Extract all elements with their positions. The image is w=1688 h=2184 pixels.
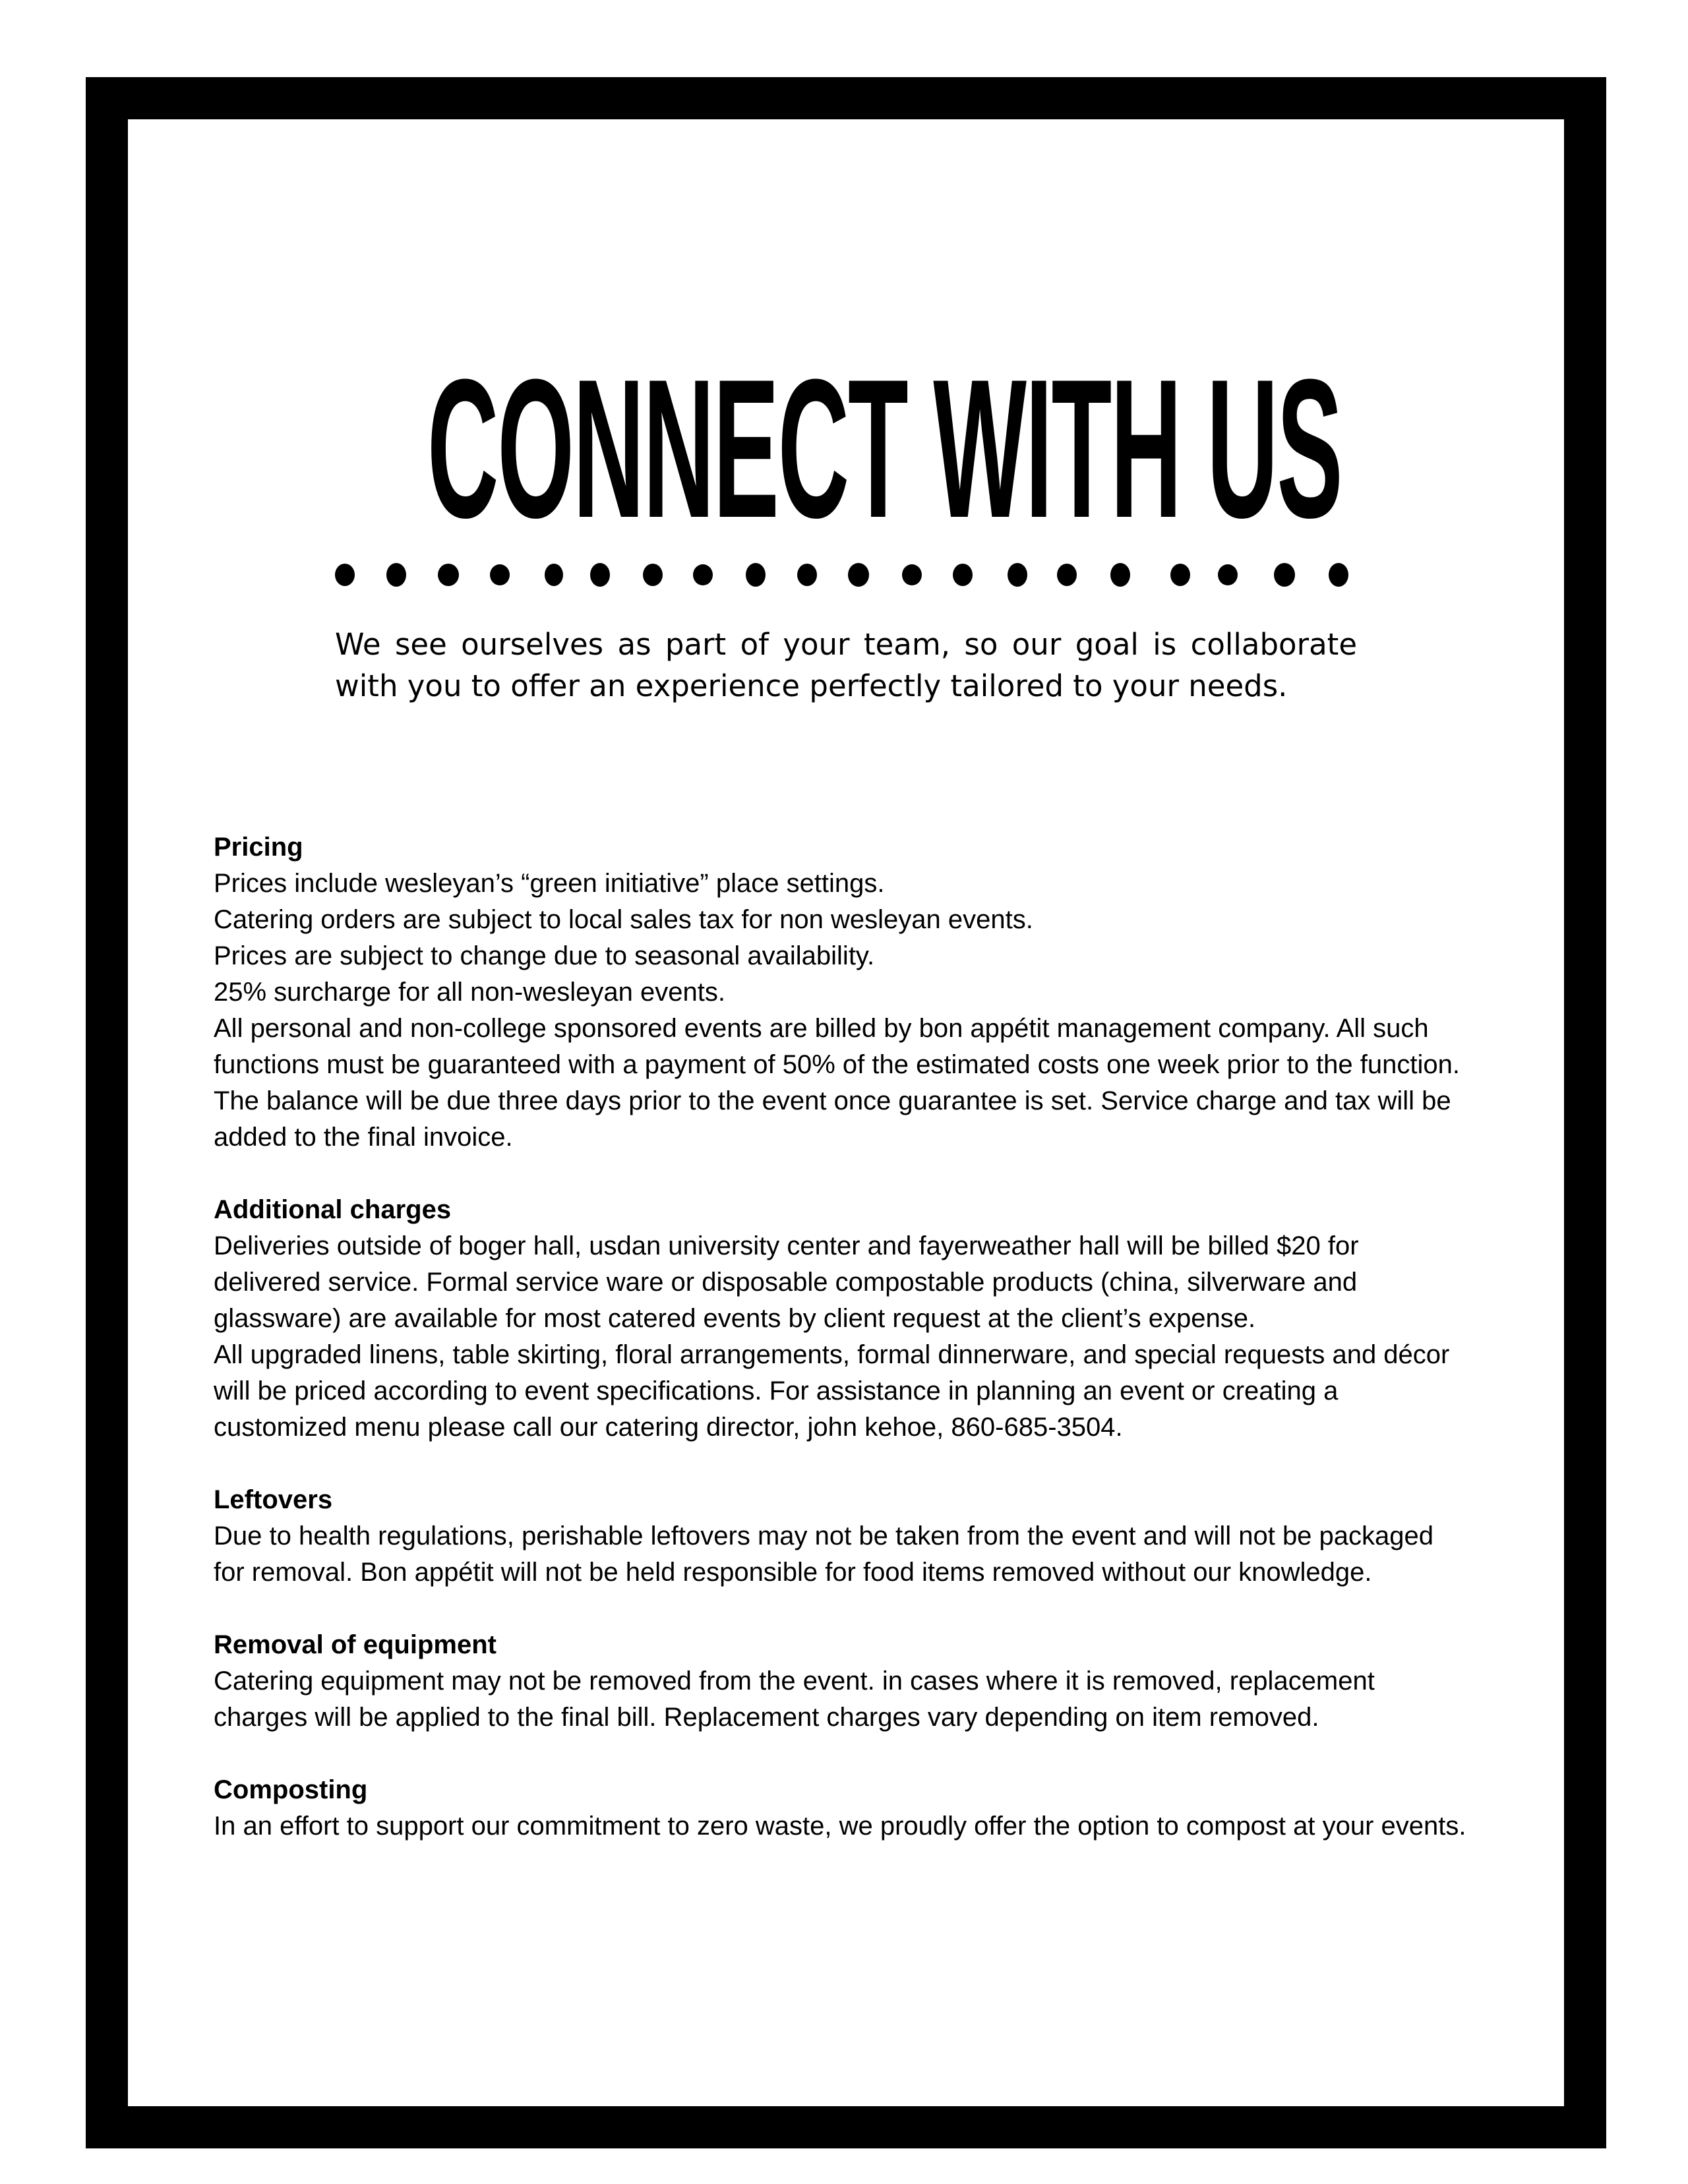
section-text: Catering equipment may not be removed from the event. in cases where it is removed, replacement charges will be applied to the final bill. Replacement charges vary depending on item removed. xyxy=(214,1667,1375,1732)
divider-dot xyxy=(1218,564,1238,585)
composting-section xyxy=(214,1772,1466,1845)
divider-dot xyxy=(1274,563,1295,587)
section-heading: Removal of equipment xyxy=(214,1630,497,1659)
section-heading: Composting xyxy=(214,1775,368,1804)
section-heading: Additional charges xyxy=(214,1195,452,1224)
divider-dot xyxy=(1329,563,1348,587)
removal-of-equipment-section xyxy=(214,1627,1466,1736)
divider-dot xyxy=(797,564,817,586)
dotted-divider xyxy=(332,560,1352,589)
divider-dot xyxy=(545,564,563,586)
section-text: Due to health regulations, perishable leftovers may not be taken from the event and will not be packaged for removal. Bon appétit will not be held responsible for food items removed without our knowledge. xyxy=(214,1521,1434,1587)
section-text: In an effort to support our commitment to zero waste, we proudly offer the option to compost at your events. xyxy=(214,1812,1466,1841)
divider-dot xyxy=(1110,563,1130,587)
section-text: Catering orders are subject to local sales tax for non wesleyan events. xyxy=(214,905,1033,934)
section-text: All upgraded linens, table skirting, floral arrangements, formal dinnerware, and special requests and décor will be priced according to event specifications. For assistance in planning an event or creating a customized menu please call our catering director, john kehoe, 860-685-3504. xyxy=(214,1340,1450,1442)
leftovers-section xyxy=(214,1482,1466,1591)
divider-dot xyxy=(693,564,713,585)
terms-section-list xyxy=(214,829,1466,1881)
section-text: All personal and non-college sponsored events are billed by bon appétit management company. All such functions must be guaranteed with a payment of 50% of the estimated costs one week prior to the function. The balance will be due three days prior to the event once guarantee is set. Service charge and tax will be added to the final invoice. xyxy=(214,1014,1460,1152)
divider-dot xyxy=(1057,564,1077,586)
section-heading: Pricing xyxy=(214,833,303,862)
divider-dot xyxy=(848,563,869,587)
section-text: 25% surcharge for all non-wesleyan events. xyxy=(214,978,725,1007)
divider-dot xyxy=(1170,564,1190,586)
additional-charges-section xyxy=(214,1192,1466,1446)
section-text: Prices include wesleyan’s “green initiative” place settings. xyxy=(214,869,885,898)
divider-dot xyxy=(386,563,406,587)
divider-dot xyxy=(335,564,355,586)
pricing-section xyxy=(214,829,1466,1156)
divider-dot xyxy=(746,563,766,587)
section-text: Prices are subject to change due to seasonal availability. xyxy=(214,941,875,970)
section-text: Deliveries outside of boger hall, usdan university center and fayerweather hall will be billed $20 for delivered service. Formal service ware or disposable compostable products (china, silverware and glassware) are available for most catered events by client request at the client’s expense. xyxy=(214,1231,1359,1333)
divider-dot xyxy=(902,564,922,585)
divider-dot xyxy=(643,564,663,586)
divider-dot xyxy=(590,563,610,587)
divider-dot xyxy=(1008,563,1027,587)
section-heading: Leftovers xyxy=(214,1485,333,1514)
divider-dot xyxy=(490,564,510,585)
divider-dot xyxy=(438,564,459,586)
intro-paragraph: We see ourselves as part of your team, so our goal is collaborate with you to offer an experience perfectly tailored to your needs. xyxy=(335,627,1357,703)
divider-dot xyxy=(953,564,973,586)
page-title: CONNECT WITH US xyxy=(427,338,1342,559)
